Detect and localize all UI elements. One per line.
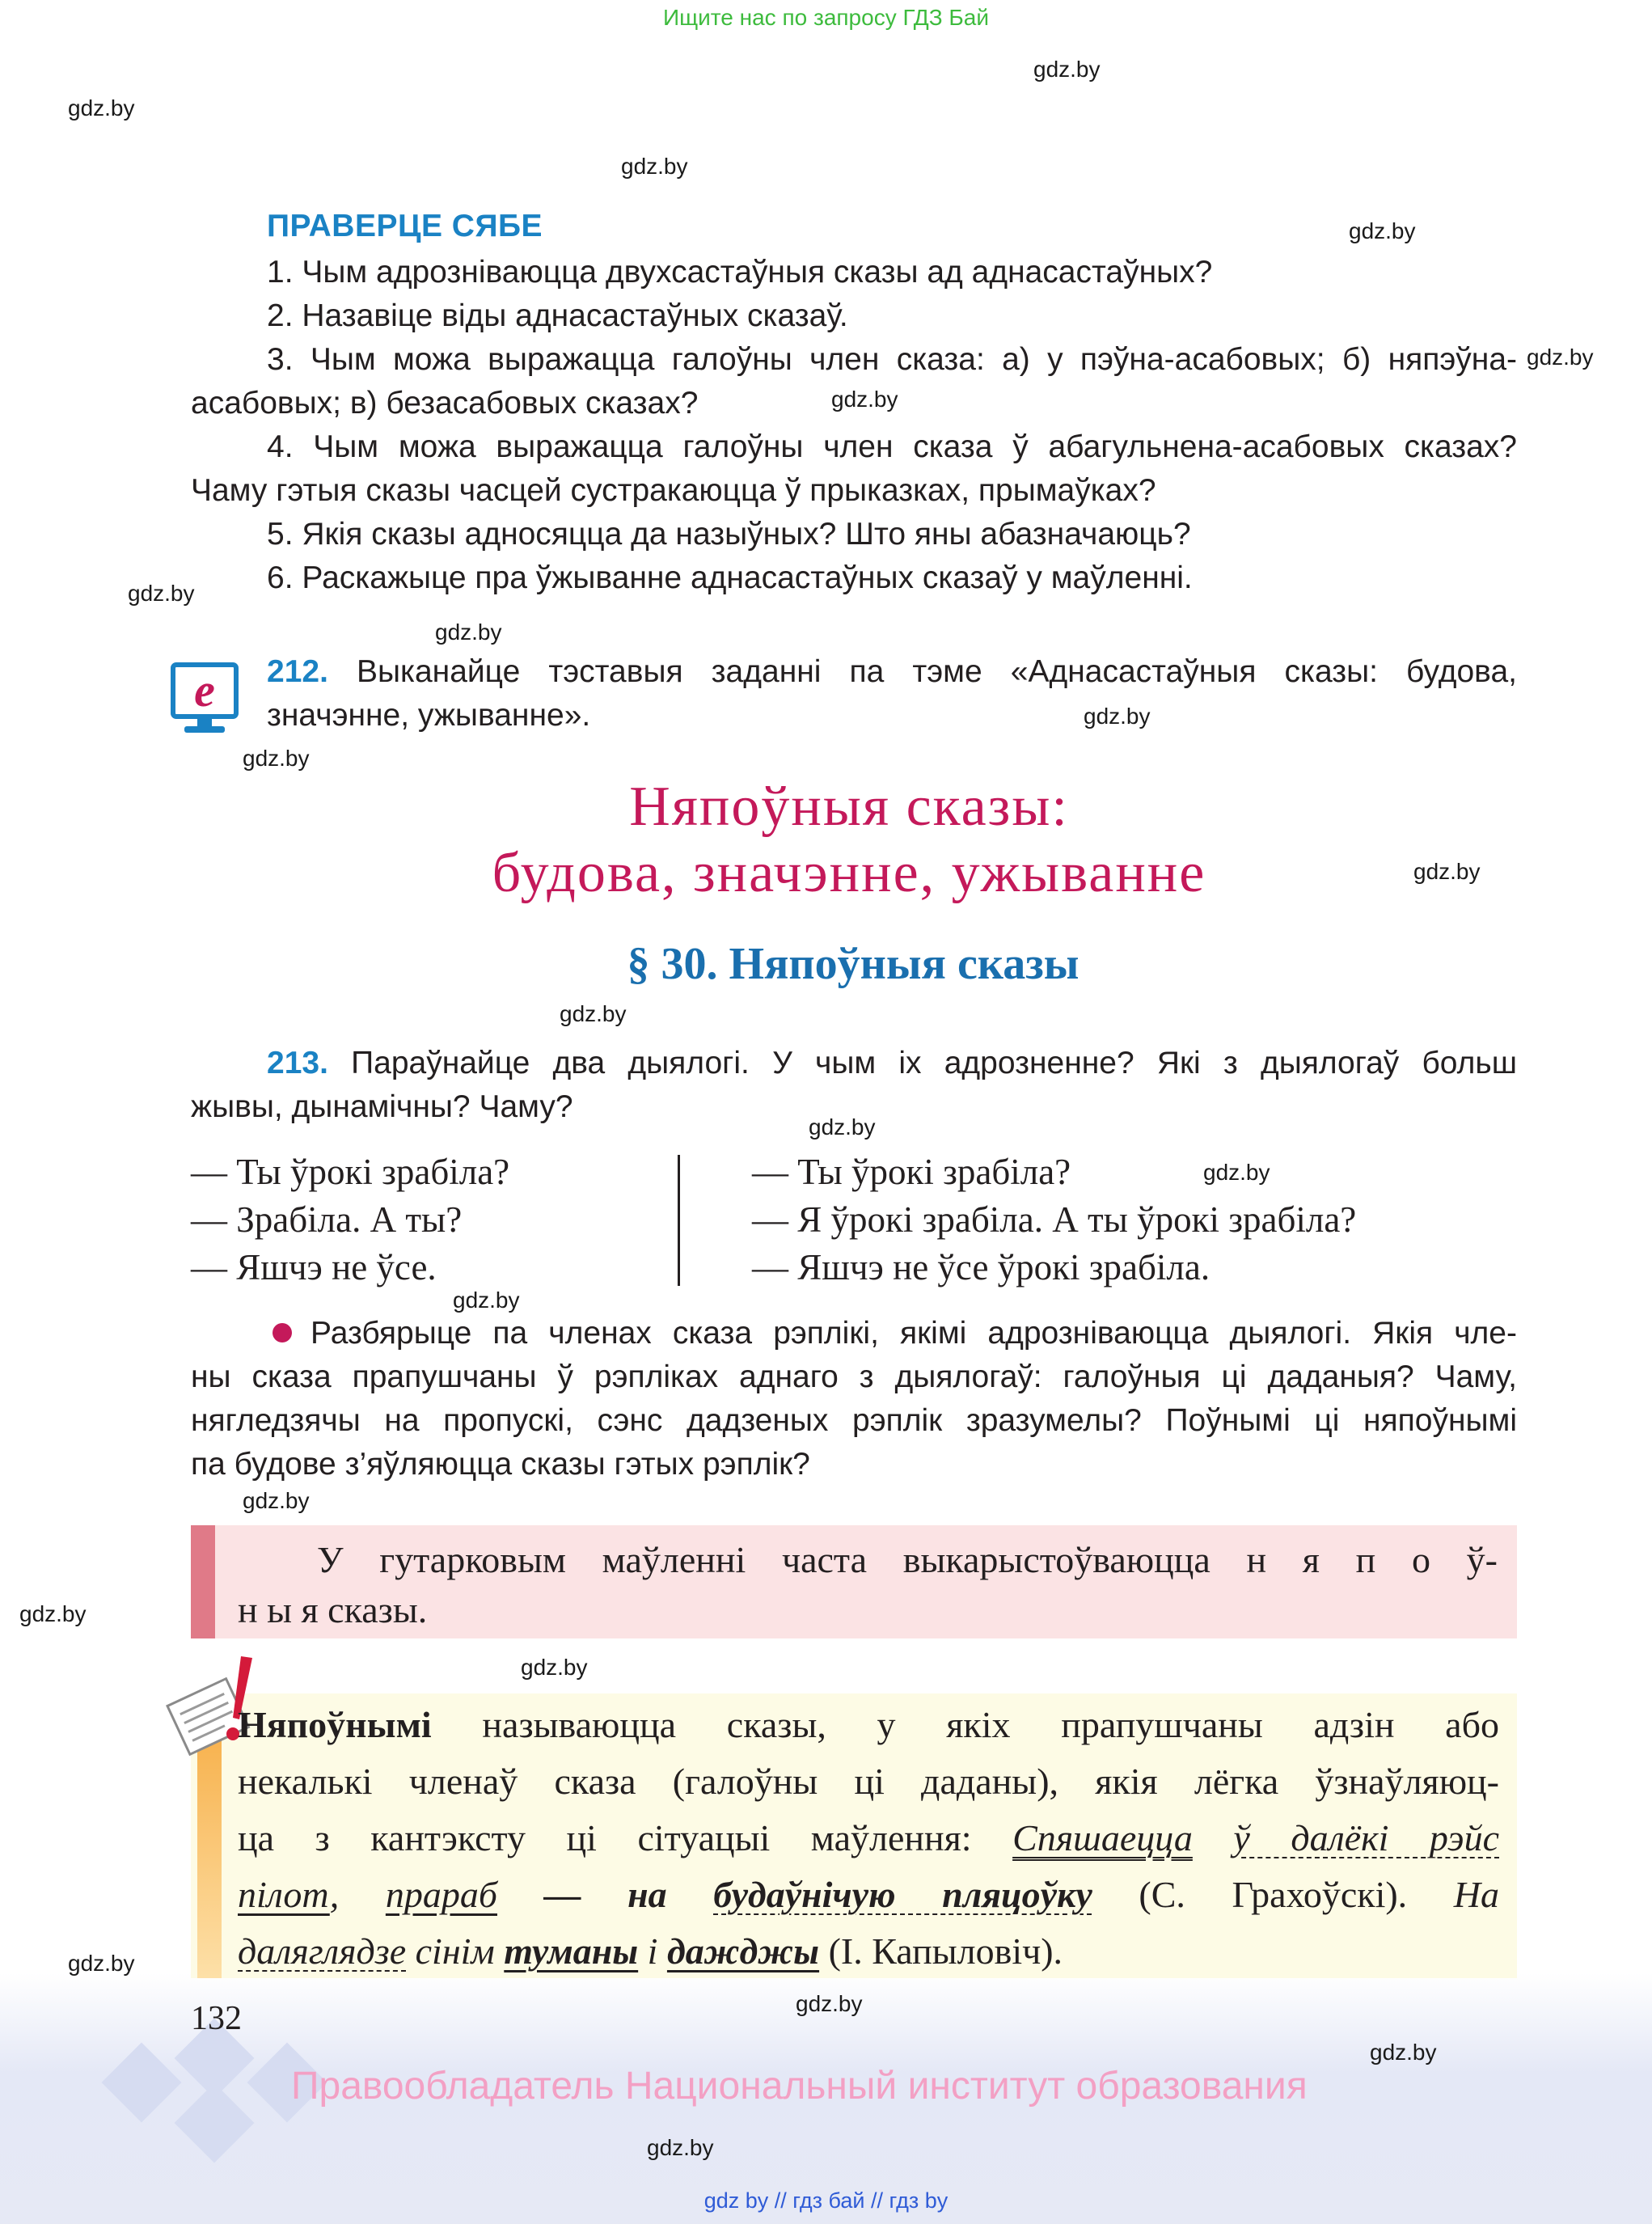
paragraph-title: § 30. Няпоўныя сказы [627, 939, 1080, 989]
example-subject: туманы [504, 1930, 639, 1972]
exercise-number: 213. [267, 1046, 328, 1080]
watermark: gdz.by [128, 581, 195, 606]
question-line: асабовых; в) безасабовых сказах? [191, 386, 699, 421]
watermark: gdz.by [560, 1001, 627, 1026]
example-adverbial: даляглядзе [238, 1930, 407, 1972]
task-line: па будове з’яўляюцца сказы гэтых рэплік? [191, 1447, 810, 1482]
exercise-213-line [267, 1042, 1517, 1085]
info-box-line: н ы я сказы. [238, 1589, 428, 1630]
dialog-right-line: — Я ўрокі зрабіла. А ты ўрокі зрабіла? [752, 1199, 1357, 1240]
exercise-text: Параўнайце два дыялогі. У чым іх адрозненне? Які з дыялогаў больш [351, 1046, 1517, 1080]
dialog-right-line: — Яшчэ не ўсе ўрокі зрабіла. [752, 1247, 1210, 1287]
e-learning-icon[interactable] [170, 662, 239, 736]
example-subject: прараб [385, 1874, 497, 1915]
watermark: gdz.by [243, 1488, 310, 1513]
question-line: Чаму гэтыя сказы часцей сустракаюцца ў прыказках, прымаўках? [191, 473, 1156, 508]
watermark: gdz.by [809, 1114, 876, 1139]
watermark: gdz.by [831, 387, 898, 412]
question-line: 4. Чым можа выражацца галоўны член сказа ў абагульнена-асабовых сказах? [267, 429, 1517, 464]
watermark: gdz.by [19, 1601, 87, 1626]
task-line: Разбярыце па членах сказа рэплікі, якімі адрозніваюцца дыялогі. Якія чле- [311, 1316, 1517, 1351]
chapter-title-line2: будова, значэнне, ужыванне [492, 842, 1206, 904]
exercise-213-line: жывы, дынамічны? Чаму? [191, 1089, 573, 1124]
dialog-divider [678, 1155, 680, 1286]
watermark: gdz.by [1527, 345, 1594, 370]
example-source: (І. Капыловіч). [819, 1930, 1063, 1972]
definition-line [238, 1923, 1063, 1980]
question-line: 2. Назавіце віды аднасастаўных сказаў. [267, 298, 848, 333]
task-line: нягледзячы на пропускі, сэнс дадзеных рэплік зразумелы? Поўнымі ці няпоўнымі [191, 1403, 1517, 1438]
example-source: (С. Грахоўскі). [1092, 1874, 1454, 1915]
info-box-line: У гутарковым маўленні часта выкарыстоўваюцца н я п о ў- [317, 1539, 1498, 1580]
watermark: gdz.by [243, 746, 310, 771]
example-adverbial: ў далёкі рэйс [1233, 1817, 1499, 1858]
definition-text: называюцца сказы, у якіх прапушчаны адзін або [431, 1704, 1499, 1745]
watermark: gdz.by [796, 1991, 863, 2016]
definition-line [238, 1810, 1499, 1867]
watermark: gdz.by [647, 2135, 714, 2160]
exercise-number: 212. [267, 654, 328, 689]
example-subject: пілот [238, 1874, 330, 1915]
footer-links[interactable]: gdz by // гдз бай // гдз by [703, 2188, 949, 2213]
task-line: ны сказа прапушчаны ў рэпліках аднаго з дыялогаў: галоўныя ці даданыя? Чаму, [191, 1359, 1517, 1394]
exercise-212-line: значэнне, ужыванне». [267, 698, 591, 733]
dialog-left-line: — Яшчэ не ўсе. [191, 1247, 437, 1287]
definition-line [238, 1697, 1499, 1753]
watermark: gdz.by [1349, 218, 1416, 243]
definition-box-accent [197, 1724, 222, 1978]
watermark: gdz.by [68, 95, 135, 121]
watermark: gdz.by [621, 154, 688, 179]
watermark: gdz.by [1370, 2040, 1437, 2065]
e-icon-letter: e [194, 664, 215, 717]
exercise-212-line [267, 650, 1517, 694]
watermark: gdz.by [1203, 1160, 1270, 1185]
top-search-banner[interactable]: Ищите нас по запросу ГДЗ Бай [662, 5, 990, 30]
definition-text: ца з кантэксту ці сітуацыі маўлення: [238, 1817, 1013, 1858]
info-box-accent [191, 1525, 215, 1638]
dialog-right-line: — Ты ўрокі зрабіла? [752, 1152, 1071, 1192]
watermark: gdz.by [435, 619, 502, 645]
example-text: і [647, 1930, 658, 1972]
example-subject: дажджы [666, 1930, 820, 1972]
bullet-icon [273, 1323, 292, 1342]
watermark: gdz.by [1033, 57, 1101, 82]
dialog-left-line: — Зрабіла. А ты? [191, 1199, 463, 1240]
definition-line: пілот, прараб — на будаўнічую пляцоўку (С. Грахоўскі). На [238, 1874, 1499, 1915]
page-number: 132 [191, 2000, 242, 2037]
question-line: 1. Чым адрозніваюцца двухсастаўныя сказы ад аднасастаўных? [267, 255, 1213, 290]
example-adverbial: будаўнічую пляцоўку [713, 1874, 1092, 1915]
watermark: gdz.by [1413, 859, 1481, 884]
check-yourself-heading: ПРАВЕРЦЕ СЯБЕ [267, 209, 543, 243]
example-text: — на [496, 1874, 714, 1915]
watermark: gdz.by [68, 1951, 135, 1976]
exercise-text: Выканайце тэставыя заданні па тэме «Аднасастаўныя сказы: будова, [357, 654, 1517, 689]
watermark: gdz.by [453, 1287, 520, 1313]
copyright-notice: Правообладатель Национальный институт образования [291, 2065, 1308, 2108]
question-line: 3. Чым можа выражацца галоўны член сказа: а) у пэўна-асабовых; б) няпэўна- [267, 342, 1517, 377]
question-line: 5. Якія сказы адносяцца да назыўных? Што яны абазначаюць? [267, 517, 1191, 552]
definition-term: Няпоўнымі [238, 1704, 432, 1745]
chapter-title-line1: Няпоўныя сказы: [629, 776, 1069, 838]
example-text: сінім [415, 1930, 495, 1972]
definition-line: некалькі членаў сказа (галоўны ці даданы), якія лёгка ўзнаўляюц- [238, 1761, 1499, 1802]
watermark: gdz.by [1084, 704, 1151, 729]
dialog-left-line: — Ты ўрокі зрабіла? [191, 1152, 510, 1192]
watermark: gdz.by [521, 1655, 588, 1680]
example-text: На [1453, 1874, 1499, 1915]
example-predicate: Спяшаецца [1012, 1817, 1193, 1858]
question-line: 6. Раскажыце пра ўжыванне аднасастаўных сказаў у маўленні. [267, 560, 1193, 595]
